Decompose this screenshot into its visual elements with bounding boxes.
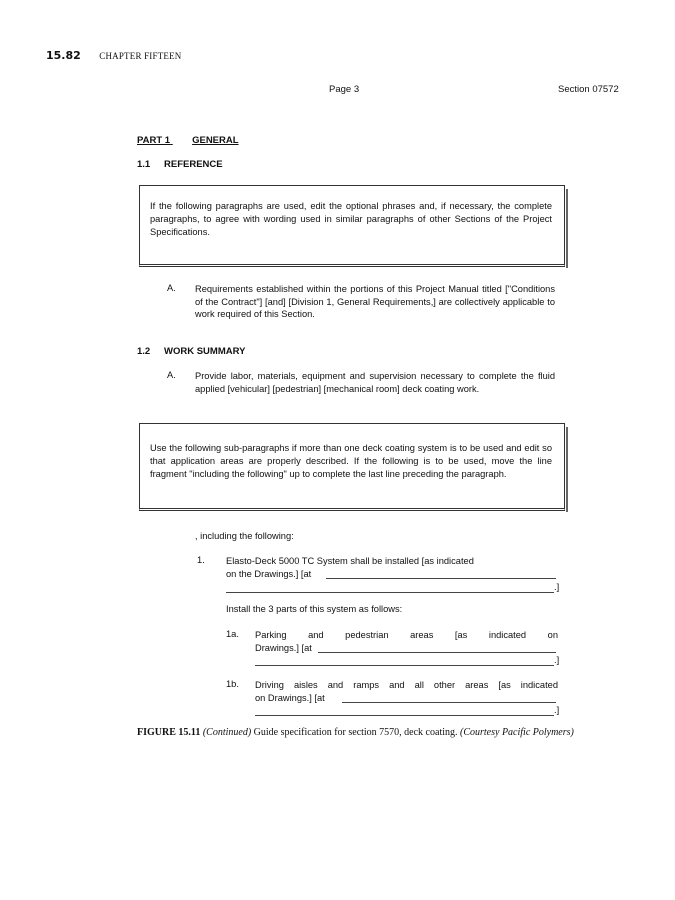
figure-continued: (Continued) (202, 727, 252, 738)
figure-label: FIGURE 15.11 (137, 727, 201, 738)
closing-bracket: .] (554, 582, 560, 592)
list-item-text (255, 629, 558, 654)
figure-caption (137, 726, 629, 739)
paragraph-marker: A. (167, 370, 176, 380)
section-title: REFERENCE (164, 159, 223, 170)
part-heading (137, 135, 239, 146)
list-item-line: Elasto-Deck 5000 TC System shall be installed [as indicated (226, 556, 474, 566)
closing-bracket: .] (554, 655, 560, 665)
running-head (46, 46, 182, 64)
closing-bracket: .] (554, 705, 560, 715)
list-item-line: on Drawings.] [at (255, 692, 325, 703)
sheet-page-label: Page 3 (329, 84, 360, 95)
editor-note-text: Use the following sub-paragraphs if more than one deck coating system is to be used and edit so that application areas are properly described. If the following is to be used, move the line fragment "including the following" up to complete the last line preceding the paragraph. (150, 443, 552, 479)
sheet-section-label: Section 07572 (558, 84, 619, 95)
figure-courtesy: (Courtesy Pacific Polymers) (460, 727, 574, 738)
section-title: WORK SUMMARY (164, 346, 246, 357)
list-item-line: Driving aisles and ramps and all other areas [as indicated (255, 680, 558, 690)
list-item-text (255, 679, 558, 704)
paragraph-text: Requirements established within the portions of this Project Manual titled ["Conditions of the Contract"] [and] [Division 1, General Requirements,] are collectively applicable to work required of this Section. (195, 284, 555, 319)
section-number: 1.1 (137, 159, 151, 170)
fill-in-blank (318, 652, 556, 653)
fill-in-blank (255, 715, 554, 716)
paragraph-text: Provide labor, materials, equipment and supervision necessary to complete the fluid applied [vehicular] [pedestrian] [mechanical room] deck coating work. (195, 371, 555, 394)
including-fragment: , including the following: (195, 531, 294, 541)
editor-note-text: If the following paragraphs are used, edit the optional phrases and, if necessary, the complete paragraphs, to agree with wording used in similar paragraphs of other Sections of the Project Specifications. (150, 201, 552, 237)
list-item-line: on the Drawings.] [at (226, 568, 312, 579)
list-marker: 1b. (226, 679, 239, 689)
book-page-number: 15.82 (46, 49, 81, 62)
install-note: Install the 3 parts of this system as follows: (226, 604, 403, 614)
fill-in-blank (226, 592, 554, 593)
chapter-title: CHAPTER FIFTEEN (99, 51, 182, 61)
paragraph-marker: A. (167, 283, 176, 293)
list-item-line: Parking and pedestrian areas [as indicated on (255, 630, 558, 640)
fill-in-blank (255, 665, 554, 666)
fill-in-blank (342, 702, 556, 703)
list-item-line: Drawings.] [at (255, 642, 312, 653)
section-heading-1-1 (137, 159, 223, 170)
section-number: 1.2 (137, 346, 151, 357)
figure-caption-text: Guide specification for section 7570, deck coating. (253, 727, 458, 738)
list-marker: 1a. (226, 629, 239, 639)
list-marker: 1. (197, 555, 205, 565)
part-number: PART 1 (137, 135, 171, 146)
fill-in-blank (326, 578, 556, 579)
list-item-text (226, 555, 558, 580)
editor-note-box (139, 185, 565, 267)
part-title: GENERAL (192, 135, 239, 146)
editor-note-box (139, 423, 565, 511)
section-heading-1-2 (137, 346, 245, 357)
